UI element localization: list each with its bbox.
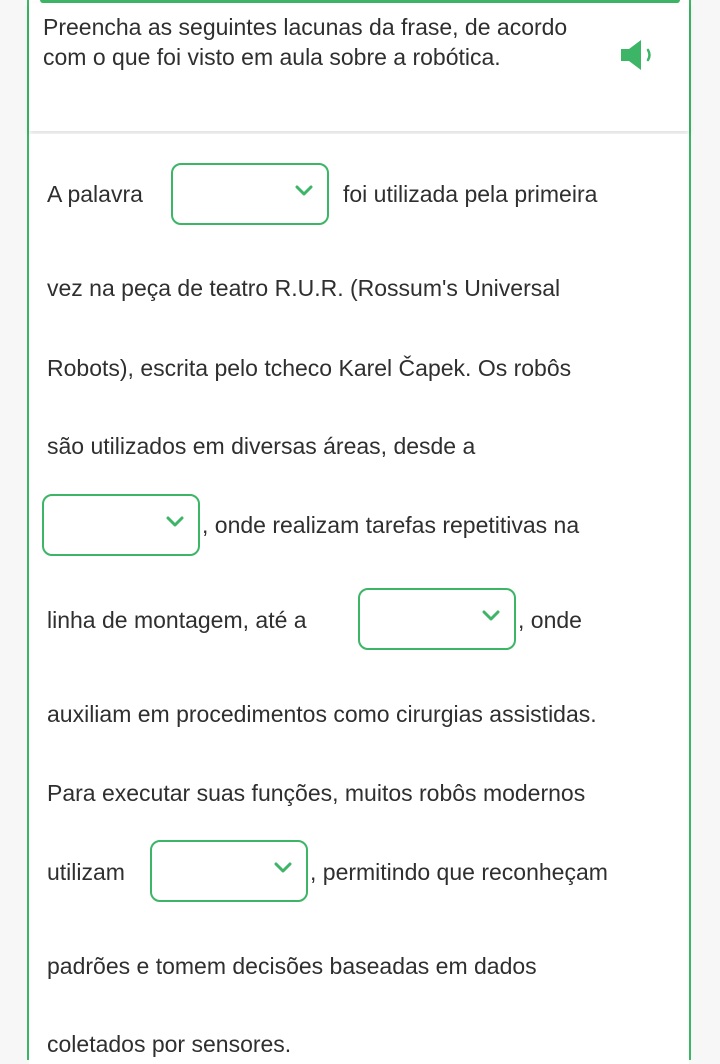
chevron-down-icon xyxy=(274,862,292,874)
sentence-fragment: foi utilizada pela primeira xyxy=(343,181,598,207)
blank-dropdown-4[interactable] xyxy=(150,840,308,902)
sentence-fragment: , onde xyxy=(518,607,582,633)
sentence-fragment: coletados por sensores. xyxy=(47,1031,292,1057)
sentence-fragment: são utilizados em diversas áreas, desde a xyxy=(47,433,476,459)
question-header xyxy=(29,3,689,131)
instructions-text: Preencha as seguintes lacunas da frase, de acordo com o que foi visto em aula sobre a robótica. xyxy=(43,14,568,70)
sentence-fragment: , onde realizam tarefas repetitivas na xyxy=(202,512,580,538)
chevron-down-icon xyxy=(166,516,184,528)
speaker-icon[interactable] xyxy=(619,37,665,73)
sentence-fragment: Robots), escrita pelo tcheco Karel Čapek. Os robôs xyxy=(47,355,572,381)
blank-dropdown-3[interactable] xyxy=(358,588,516,650)
fill-in-blank-paragraph xyxy=(29,134,689,1064)
sentence-fragment: Para executar suas funções, muitos robôs modernos xyxy=(47,780,586,806)
chevron-down-icon xyxy=(482,610,500,622)
sentence-fragment: , permitindo que reconheçam xyxy=(310,859,608,885)
sentence-fragment: padrões e tomem decisões baseadas em dados xyxy=(47,953,537,979)
blank-dropdown-2[interactable] xyxy=(42,494,200,556)
sentence-fragment: linha de montagem, até a xyxy=(47,607,307,633)
sentence-fragment: A palavra xyxy=(47,181,143,207)
sentence-fragment: vez na peça de teatro R.U.R. (Rossum's Universal xyxy=(47,275,561,301)
chevron-down-icon xyxy=(295,185,313,197)
sentence-fragment: utilizam xyxy=(47,859,125,885)
sentence-fragment: auxiliam em procedimentos como cirurgias assistidas. xyxy=(47,701,597,727)
blank-dropdown-1[interactable] xyxy=(171,163,329,225)
